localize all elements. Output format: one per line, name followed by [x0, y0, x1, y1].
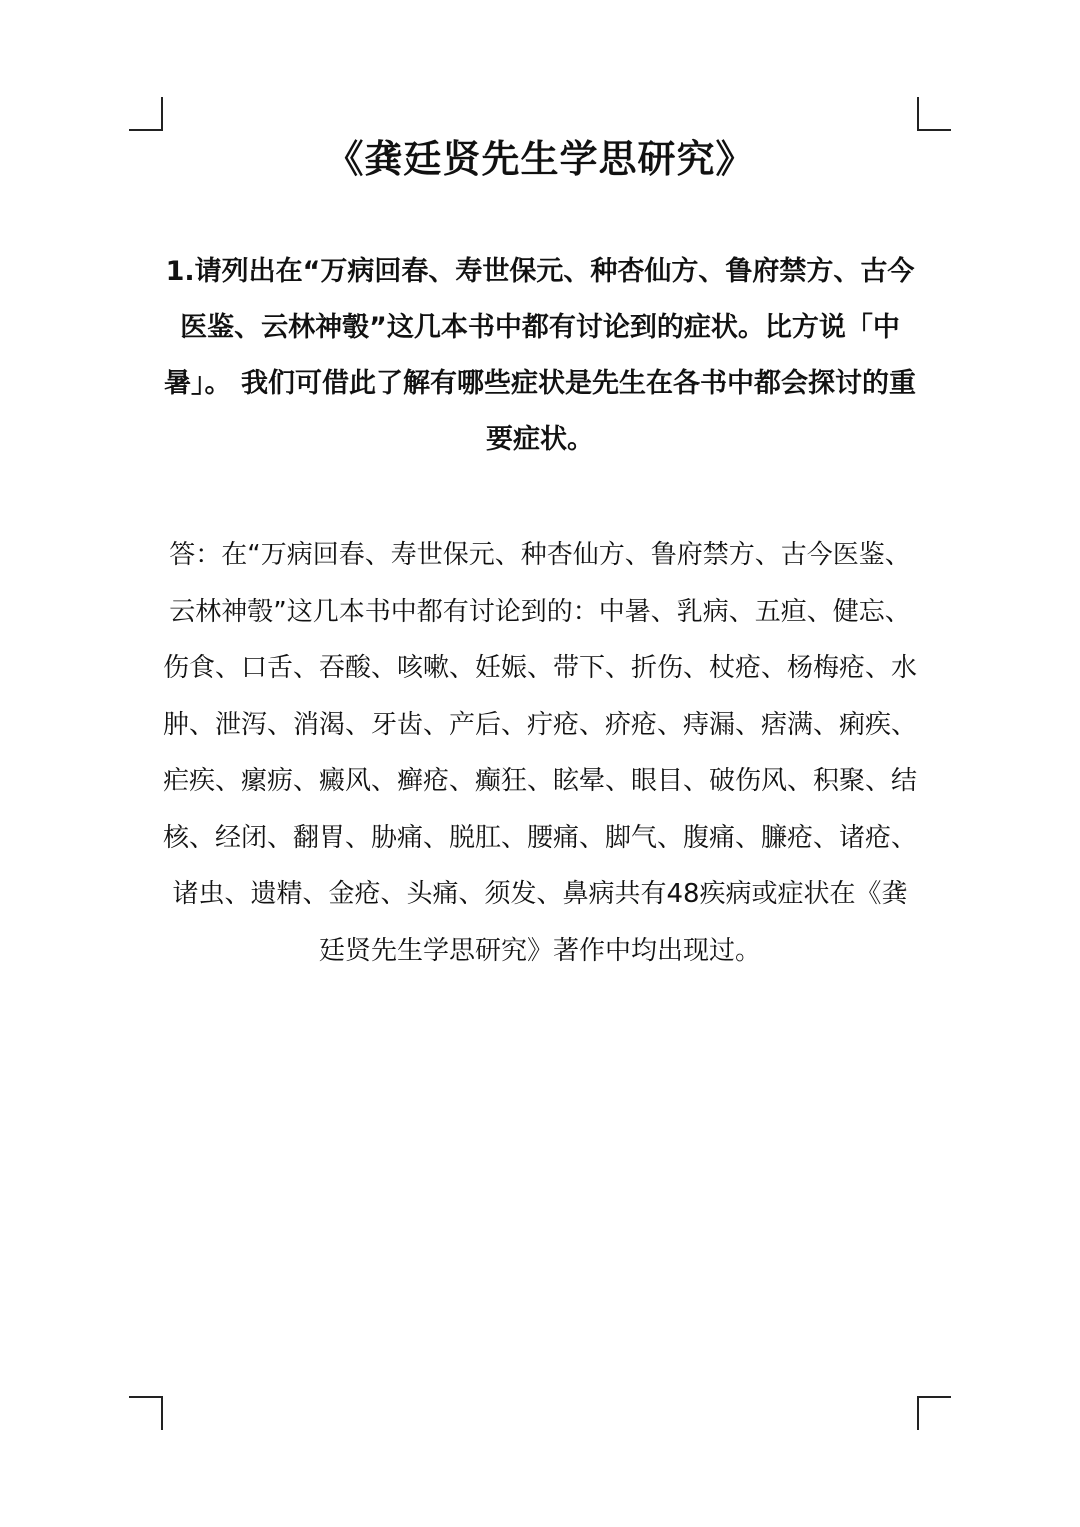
crop-mark-bottom-right	[917, 1396, 951, 1430]
answer-paragraph: 答：在“万病回春、寿世保元、种杏仙方、鲁府禁方、古今医鉴、云林神彀”这几本书中都有讨论到的：中暑、乳病、五疸、健忘、伤食、口舌、吞酸、咳嗽、妊娠、带下、折伤、杖疮、杨梅疮、水肿、泄泻、消渴、牙齿、产后、疔疮、疥疮、痔漏、痞满、痢疾、疟疾、瘰疬、癜风、癣疮、癫狂、眩晕、眼目、破伤风、积聚、结核、经闭、翻胃、胁痛、脱肛、腰痛、脚气、腹痛、臁疮、诸疮、诸虫、遗精、金疮、头痛、须发、鼻病共有48疾病或症状在《龚廷贤先生学思研究》著作中均出现过。	[162, 540, 917, 966]
question-paragraph: 1.请列出在“万病回春、寿世保元、种杏仙方、鲁府禁方、古今医鉴、云林神彀”这几本书中都有讨论到的症状。比方说「中暑」。 我们可借此了解有哪些症状是先生在各书中都会探讨的重要症状。	[164, 256, 916, 455]
crop-mark-bottom-left	[129, 1396, 163, 1430]
document-title: 《龚廷贤先生学思研究》	[325, 137, 755, 181]
crop-mark-top-right	[917, 97, 951, 131]
crop-mark-top-left	[129, 97, 163, 131]
